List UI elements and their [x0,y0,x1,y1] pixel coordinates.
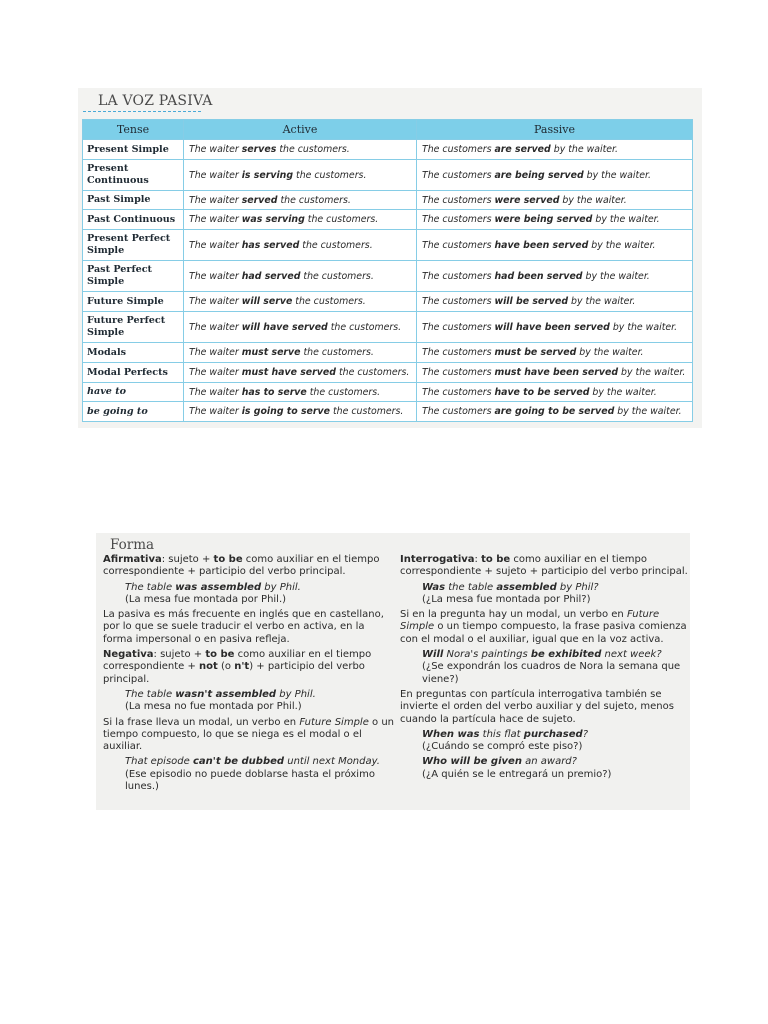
active-cell: The waiter will have served the customers. [184,312,417,343]
wh-question-note: En preguntas con partícula interrogativa también se invierte el orden del verbo auxiliar y del sujeto, menos cuando la partícula hace de sujeto. [400,688,674,725]
passive-cell: The customers have to be served by the waiter. [417,383,693,402]
negativa-rule: Negativa: sujeto + to be como auxiliar en el tiempo correspondiente + not (o n't) + participio del verbo principal. [103,649,372,685]
tense-cell: Modal Perfects [83,363,184,383]
passive-cell: The customers must have been served by the waiter. [417,363,693,383]
table-row [83,210,693,230]
active-cell: The waiter must have served the customers. [184,363,417,383]
modal-question-note: Si en la pregunta hay un modal, un verbo en Future Simple o un tiempo compuesto, la frase pasiva comienza con el modal o el auxiliar, igual que en la voz activa. [400,609,687,645]
tense-cell: Past Continuous [83,210,184,230]
passive-cell: The customers will have been served by the waiter. [417,312,693,343]
table-row [83,343,693,363]
table-row [83,312,693,343]
table-row [83,140,693,160]
table-header-row [83,120,693,140]
tense-cell: Modals [83,343,184,363]
active-cell: The waiter was serving the customers. [184,210,417,230]
table-row [83,261,693,292]
tense-cell: Future Perfect Simple [83,312,184,343]
example-wh-question-2: Who will be given an award? (¿A quién se le entregará un premio?) [422,756,612,780]
example-affirmative: The table was assembled by Phil. (La mesa fue montada por Phil.) [125,581,301,605]
header-tense: Tense [83,120,184,140]
header-passive: Passive [417,120,693,140]
forma-left-column [103,554,395,796]
example-negative: The table wasn't assembled by Phil. (La mesa no fue montada por Phil.) [125,688,316,713]
afirmativa-rule: Afirmativa: sujeto + to be como auxiliar en el tiempo correspondiente + participio del verbo principal. [103,554,380,578]
passive-cell: The customers have been served by the waiter. [417,230,693,261]
active-cell: The waiter has to serve the customers. [184,383,417,402]
tense-cell: Past Perfect Simple [83,261,184,292]
forma-right-column [400,554,692,784]
active-cell: The waiter is going to serve the customers. [184,402,417,422]
passive-cell: The customers are being served by the waiter. [417,160,693,191]
active-cell: The waiter will serve the customers. [184,292,417,312]
example-modal-question: Will Nora's paintings be exhibited next week? (¿Se expondrán los cuadros de Nora la semana que viene?) [422,649,681,685]
forma-title: Forma [110,537,155,553]
tense-cell: Future Simple [83,292,184,312]
table-row [83,292,693,312]
active-cell: The waiter serves the customers. [184,140,417,160]
section-title: LA VOZ PASIVA [98,93,213,109]
active-cell: The waiter is serving the customers. [184,160,417,191]
title-underline [83,111,201,112]
active-cell: The waiter has served the customers. [184,230,417,261]
passive-cell: The customers were served by the waiter. [417,191,693,210]
table-row [83,383,693,402]
header-active: Active [184,120,417,140]
passive-cell: The customers are served by the waiter. [417,140,693,160]
tense-cell: Present Simple [83,140,184,160]
example-wh-question-1: When was this flat purchased? (¿Cuándo se compró este piso?) [422,728,588,753]
tense-cell: Present Perfect Simple [83,230,184,261]
passive-cell: The customers must be served by the waiter. [417,343,693,363]
active-cell: The waiter must serve the customers. [184,343,417,363]
example-modal-negative: That episode can't be dubbed until next Monday. (Ese episodio no puede doblarse hasta el próximo lunes.) [125,756,380,793]
tense-cell: have to [83,383,184,402]
passive-cell: The customers are going to be served by the waiter. [417,402,693,422]
modal-negation-note: Si la frase lleva un modal, un verbo en Future Simple o un tiempo compuesto, lo que se niega es el modal o el auxiliar. [103,716,394,753]
passive-voice-table [82,119,693,422]
table-row [83,230,693,261]
passive-cell: The customers will be served by the waiter. [417,292,693,312]
table-row [83,402,693,422]
frequency-note: La pasiva es más frecuente en inglés que en castellano, por lo que se suele traducir el verbo en activa, en la forma impersonal o en pasiva refleja. [103,609,384,645]
tense-cell: Present Continuous [83,160,184,191]
passive-cell: The customers had been served by the waiter. [417,261,693,292]
table-row [83,191,693,210]
table-row [83,363,693,383]
tense-cell: be going to [83,402,184,422]
passive-cell: The customers were being served by the waiter. [417,210,693,230]
active-cell: The waiter had served the customers. [184,261,417,292]
example-interrogative: Was the table assembled by Phil? (¿La mesa fue montada por Phil?) [422,581,599,605]
tense-cell: Past Simple [83,191,184,210]
table-row [83,160,693,191]
active-cell: The waiter served the customers. [184,191,417,210]
interrogativa-rule: Interrogativa: to be como auxiliar en el tiempo correspondiente + sujeto + participio del verbo principal. [400,554,688,578]
